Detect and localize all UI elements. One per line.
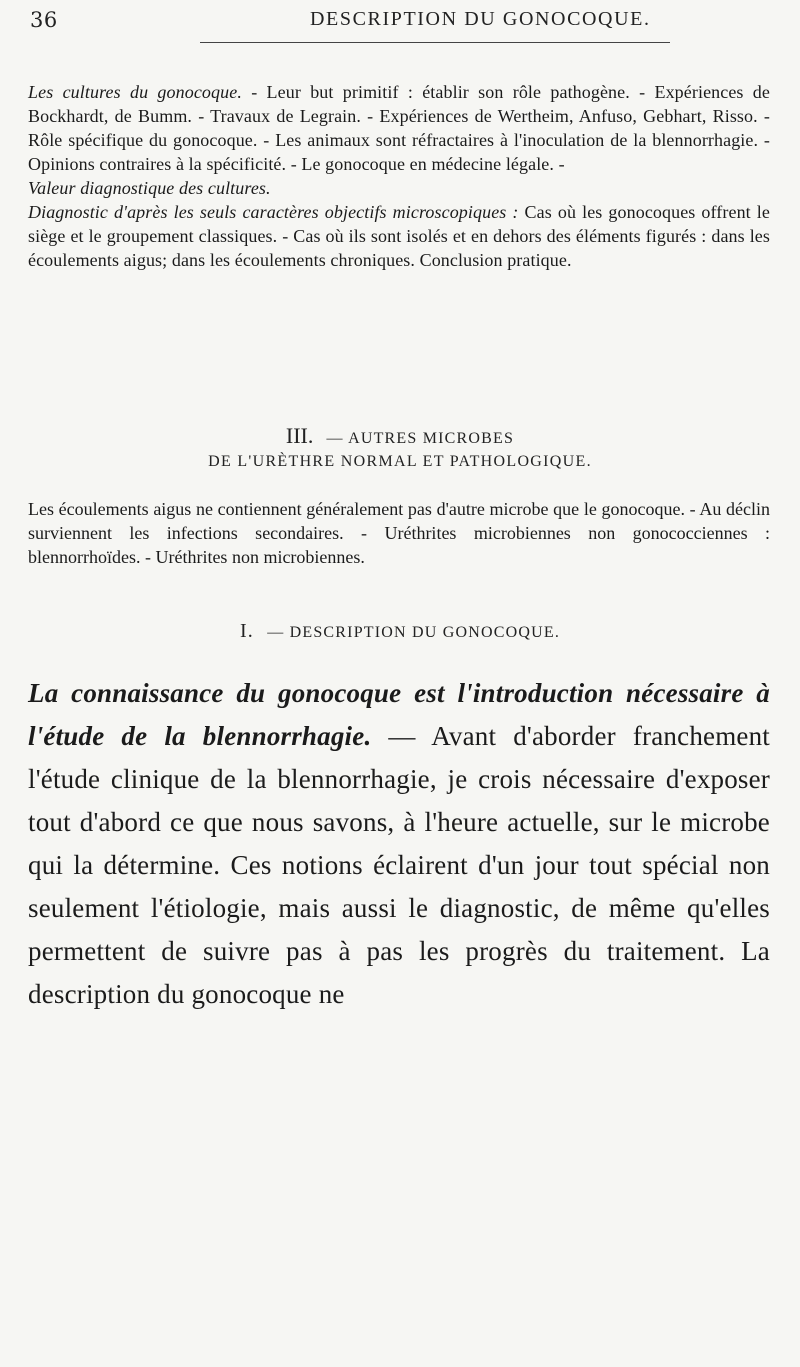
running-head [30, 6, 770, 42]
summary-heading-diagnostic: Diagnostic d'après les seuls caractères objectifs microscopiques : [28, 202, 519, 222]
summary-paragraph-diagnostic [28, 200, 770, 272]
body-paragraph [28, 672, 770, 1016]
section-3-subheading: DE L'URÈTHRE NORMAL ET PATHOLOGIQUE. [208, 453, 592, 470]
body-paragraph-text: — Avant d'aborder franchement l'étude clinique de la blennorrhagie, je crois nécessaire d'exposer tout d'abord ce que nous savons, à l'heure actuelle, sur le microbe qui la détermine. Ces notions éclairent d'un jour tout spécial non seulement l'étiologie, mais aussi le diagnostic, de même qu'elles permettent de suivre pas à pas les progrès du traitement. La description du gonocoque ne [28, 721, 770, 1009]
summary-heading-valeur: Valeur diagnostique des cultures. [28, 178, 271, 198]
body-text [28, 672, 770, 1016]
section-3-number: III. [285, 423, 314, 448]
section-1-title: DESCRIPTION DU GONOCOQUE. [289, 624, 561, 641]
section-3-title-line1: AUTRES MICROBES [348, 430, 515, 447]
body-lead-italic: La connaissance du gonocoque est l'introduction nécessaire à l'étude de la blennorrhagie. [28, 678, 770, 751]
section-1-dash: — [262, 624, 290, 641]
section-1-heading [0, 620, 800, 643]
page-number: 36 [30, 8, 58, 32]
section-3-summary [28, 497, 770, 569]
summary-text-diagnostic: Cas où les gonocoques offrent le siège et le groupement classiques. - Cas où ils sont isolés et en dehors des éléments figurés : dans les écoulements aigus; dans les écoulements chroniques. Conclusion pratique. [28, 202, 771, 270]
section-3-heading [0, 423, 800, 449]
section-3-dash: — [321, 430, 349, 447]
running-title: DESCRIPTION DU GONOCOQUE. [310, 8, 651, 30]
summary-paragraph-valeur [28, 176, 770, 200]
chapter-summary [28, 80, 770, 272]
summary-paragraph-cultures [28, 80, 770, 176]
section-3-summary-text: Les écoulements aigus ne contiennent généralement pas d'autre microbe que le gonocoque. - Au déclin surviennent les infections secondaires. - Uréthrites microbiennes non gonococciennes : blennorrhoïdes. - Uréthrites non microbiennes. [28, 499, 770, 567]
summary-heading-cultures: Les cultures du gonocoque. [28, 82, 242, 102]
header-rule [200, 42, 670, 43]
section-1-number: I. [239, 620, 254, 642]
summary-text-cultures: - Leur but primitif : établir son rôle pathogène. - Expériences de Bockhardt, de Bumm. - Travaux de Legrain. - Expériences de Wertheim, Anfuso, Gebhart, Risso. - Rôle spécifique du gonocoque. - Les animaux sont réfractaires à l'inoculation de la blennorrhagie. - Opinions contraires à la spécificité. - Le gonocoque en médecine légale. - [28, 82, 770, 174]
